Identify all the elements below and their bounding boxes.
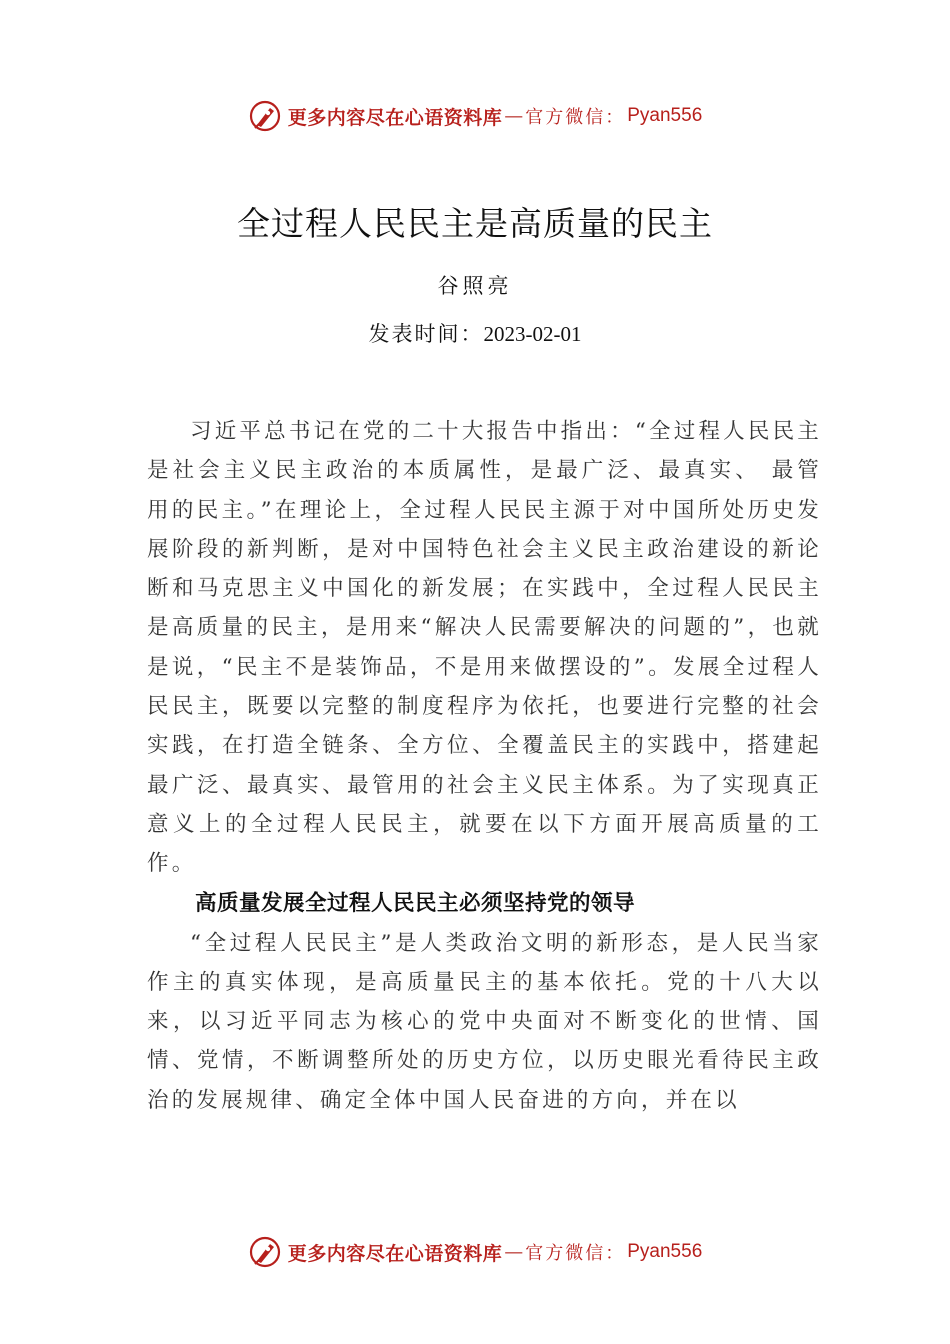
article-author: 谷照亮 bbox=[437, 274, 513, 298]
banner-wechat-label: 官方微信： bbox=[525, 1243, 626, 1264]
footer-banner bbox=[0, 1232, 950, 1272]
pen-nib-logo-icon bbox=[248, 99, 282, 133]
banner-wechat-id: Pyan556 bbox=[627, 1241, 703, 1262]
banner-wechat-id: Pyan556 bbox=[627, 105, 703, 126]
banner-separator: — bbox=[504, 1241, 524, 1263]
date-label: 发表时间： bbox=[368, 322, 484, 346]
date-value: 2023-02-01 bbox=[483, 322, 582, 346]
banner-separator: — bbox=[504, 105, 524, 127]
banner-brand: 更多内容尽在心语资料库 bbox=[287, 106, 503, 129]
article-body bbox=[147, 412, 822, 1120]
pen-nib-logo-icon bbox=[248, 1235, 282, 1269]
article-title: 全过程人民民主是高质量的民主 bbox=[237, 204, 713, 243]
section-heading: 高质量发展全过程人民民主必须坚持党的领导 bbox=[195, 890, 636, 916]
article-date bbox=[0, 318, 950, 348]
header-banner bbox=[0, 96, 950, 136]
banner-wechat-label: 官方微信： bbox=[525, 107, 626, 128]
paragraph-intro: 习近平总书记在党的二十大报告中指出：“全过程人民民主是社会主义民主政治的本质属性，是最广泛、最真实、 最管用的民主。”在理论上，全过程人民民主源于对中国所处历史发展阶段的新判断，是对中国特色社会主义民主政治建设的新论断和马克思主义中国化的新发展；在实践中，全过程人民民主是高质量的民主，是用来“解决人民需要解决的问题的”，也就是说，“民主不是装饰品，不是用来做摆设的”。发展全过程人民民主，既要以完整的制度程序为依托，也要进行完整的社会实践，在打造全链条、全方位、全覆盖民主的实践中，搭建起最广泛、最真实、最管用的社会主义民主体系。为了实现真正意义上的全过程人民民主，就要在以下方面开展高质量的工作。 bbox=[147, 419, 822, 877]
banner-brand: 更多内容尽在心语资料库 bbox=[287, 1242, 503, 1265]
paragraph-section-1: “全过程人民民主”是人类政治文明的新形态，是人民当家作主的真实体现，是高质量民主的基本依托。党的十八大以来，以习近平同志为核心的党中央面对不断变化的世情、国情、党情，不断调整所处的历史方位，以历史眼光看待民主政治的发展规律、确定全体中国人民奋进的方向，并在以 bbox=[147, 930, 822, 1113]
